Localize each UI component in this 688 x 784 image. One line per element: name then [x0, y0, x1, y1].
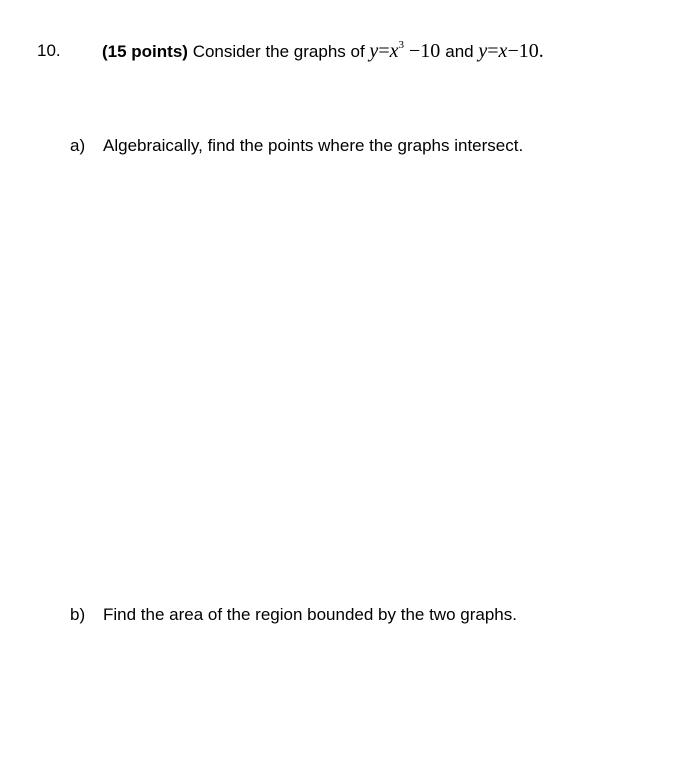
eq1-equals: =: [378, 40, 390, 62]
eq1-exponent: 3: [398, 39, 404, 51]
question-prompt: [102, 40, 544, 63]
part-a-text: Algebraically, find the points where the graphs intersect.: [103, 136, 524, 155]
question-end: .: [538, 40, 544, 62]
question-intro: Consider the graphs of: [192, 42, 365, 61]
eq1-constant: −10: [408, 40, 441, 62]
eq2-equals: =: [487, 40, 499, 62]
eq2-x: x: [498, 40, 508, 62]
question-number: 10.: [37, 41, 61, 60]
eq1-y: y: [369, 40, 379, 62]
question-points: (15 points): [102, 42, 188, 61]
part-b: [70, 604, 517, 626]
part-a: [70, 135, 523, 157]
eq1-x: x: [389, 40, 399, 62]
equation-cubic: [369, 40, 445, 62]
eq2-y: y: [478, 40, 488, 62]
question-connector: and: [445, 42, 474, 61]
equation-linear: [478, 40, 543, 62]
eq2-constant: −10: [507, 40, 539, 62]
part-a-label: a): [70, 136, 86, 155]
part-b-label: b): [70, 605, 86, 624]
part-b-text: Find the area of the region bounded by the two graphs.: [103, 605, 517, 624]
